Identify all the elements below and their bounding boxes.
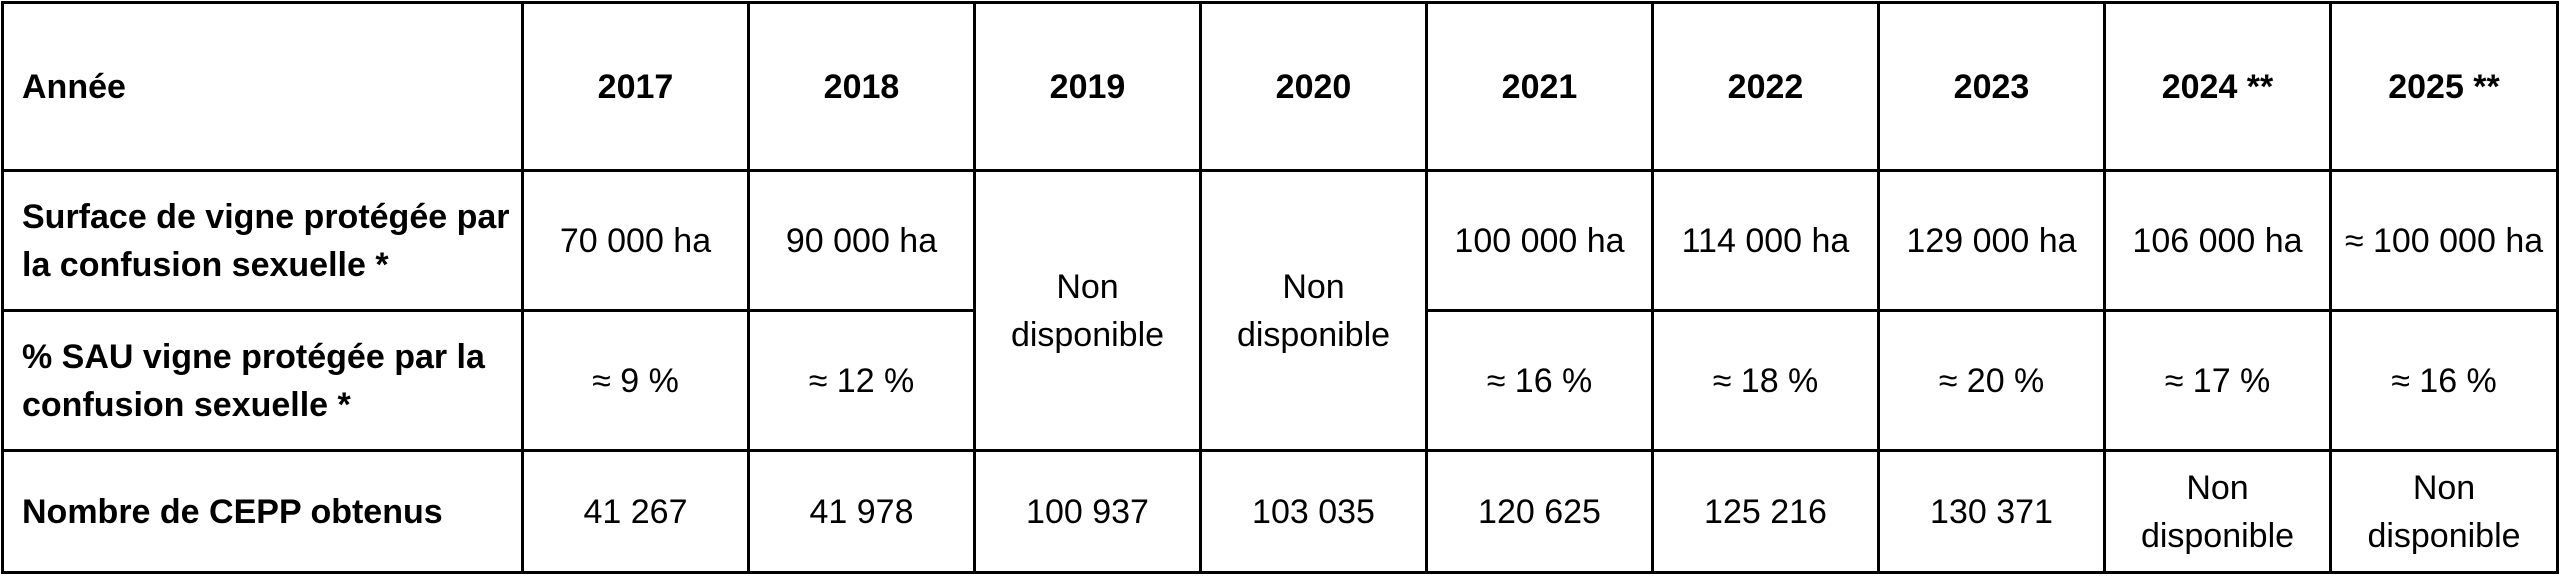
header-row xyxy=(3,3,2558,171)
surface-row xyxy=(3,171,2558,311)
surface-cell-2019: Non disponible xyxy=(975,171,1201,451)
year-header-2019: 2019 xyxy=(975,3,1201,171)
cepp-row xyxy=(3,451,2558,573)
cepp-cell-2021: 120 625 xyxy=(1427,451,1653,573)
cepp-cell-2022: 125 216 xyxy=(1653,451,1879,573)
year-header-2018: 2018 xyxy=(749,3,975,171)
cepp-cell-2025: Non disponible xyxy=(2331,451,2558,573)
cepp-row-label: Nombre de CEPP obtenus xyxy=(3,451,523,573)
surface-cell-2018: 90 000 ha xyxy=(749,171,975,311)
surface-cell-2021: 100 000 ha xyxy=(1427,171,1653,311)
data-table xyxy=(1,1,2559,574)
cepp-cell-2018: 41 978 xyxy=(749,451,975,573)
sau-cell-2023: ≈ 20 % xyxy=(1879,311,2105,451)
cepp-cell-2017: 41 267 xyxy=(523,451,749,573)
sau-cell-2024: ≈ 17 % xyxy=(2105,311,2331,451)
surface-cell-2022: 114 000 ha xyxy=(1653,171,1879,311)
year-header-2021: 2021 xyxy=(1427,3,1653,171)
year-header-2017: 2017 xyxy=(523,3,749,171)
header-label-cell: Année xyxy=(3,3,523,171)
year-header-2024: 2024 ** xyxy=(2105,3,2331,171)
cepp-cell-2019: 100 937 xyxy=(975,451,1201,573)
surface-row-label: Surface de vigne protégée par la confusion sexuelle * xyxy=(3,171,523,311)
year-header-2022: 2022 xyxy=(1653,3,1879,171)
cepp-cell-2024: Non disponible xyxy=(2105,451,2331,573)
surface-cell-2024: 106 000 ha xyxy=(2105,171,2331,311)
surface-cell-2020: Non disponible xyxy=(1201,171,1427,451)
year-header-2023: 2023 xyxy=(1879,3,2105,171)
cepp-cell-2023: 130 371 xyxy=(1879,451,2105,573)
surface-cell-2017: 70 000 ha xyxy=(523,171,749,311)
year-header-2020: 2020 xyxy=(1201,3,1427,171)
surface-cell-2023: 129 000 ha xyxy=(1879,171,2105,311)
sau-row-label: % SAU vigne protégée par la confusion sexuelle * xyxy=(3,311,523,451)
surface-cell-2025: ≈ 100 000 ha xyxy=(2331,171,2558,311)
sau-cell-2018: ≈ 12 % xyxy=(749,311,975,451)
sau-cell-2025: ≈ 16 % xyxy=(2331,311,2558,451)
sau-cell-2021: ≈ 16 % xyxy=(1427,311,1653,451)
sau-cell-2022: ≈ 18 % xyxy=(1653,311,1879,451)
sau-cell-2017: ≈ 9 % xyxy=(523,311,749,451)
year-header-2025: 2025 ** xyxy=(2331,3,2558,171)
cepp-cell-2020: 103 035 xyxy=(1201,451,1427,573)
